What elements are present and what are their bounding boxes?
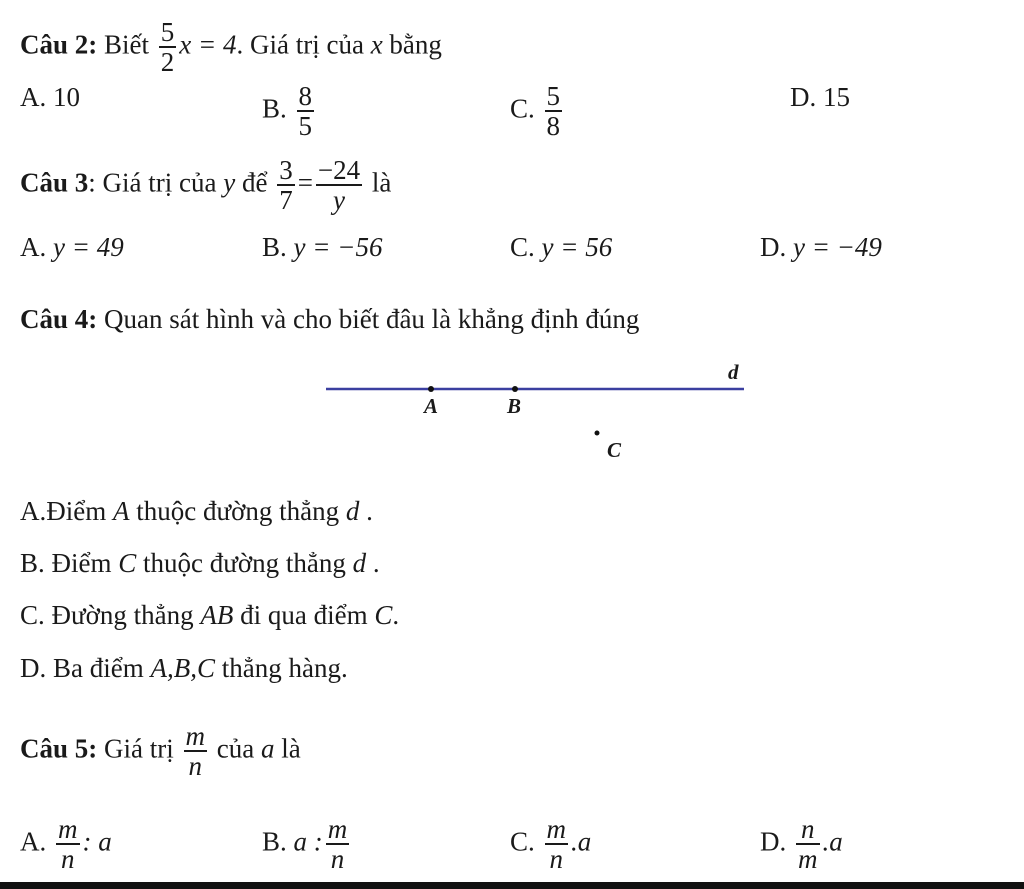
question-3-eq: = (297, 167, 313, 198)
question-3-fraction-1: $\frac{3}{7}$ (279, 155, 293, 216)
question-5-var: a (260, 733, 275, 764)
question-5-mid: của (216, 733, 255, 764)
q3-option-b[interactable]: B. y = −56 (262, 232, 383, 262)
question-3-pre: : Giá trị của (88, 167, 217, 198)
question-2-expr: x = 4 (179, 29, 237, 60)
question-3-fraction-2: $\frac{-24}{y}$ (317, 155, 361, 216)
q5-option-b[interactable]: B. a : $\frac{m}{n}$ (262, 814, 348, 875)
question-2-var: x (370, 29, 383, 60)
q2-option-c[interactable]: C. $\frac{5}{8}$ (510, 81, 561, 142)
question-5-pre: Giá trị (104, 733, 174, 764)
question-5-fraction: $\frac{m}{n}$ (185, 721, 205, 782)
question-3-var: y (223, 167, 236, 198)
question-2-pre: Biết (104, 29, 150, 60)
question-5 (20, 722, 301, 781)
point-c-dot (595, 431, 600, 436)
q3-option-c[interactable]: C. y = 56 (510, 232, 613, 262)
q3-option-a[interactable]: A. y = 49 (20, 232, 124, 262)
point-b-dot (512, 386, 518, 392)
point-b-label: B (507, 394, 522, 418)
question-4 (20, 304, 639, 335)
q4-option-c[interactable]: C. Đường thẳng AB đi qua điểm C. (20, 600, 400, 630)
q4-option-a[interactable]: A.Điểm A thuộc đường thẳng d . (20, 496, 373, 526)
question-2-post: bằng (389, 29, 442, 60)
question-3-post: là (371, 167, 392, 198)
question-5-label: Câu 5: (20, 733, 98, 764)
point-c-label: C (607, 438, 622, 462)
q5-option-c[interactable]: C. $\frac{m}{n}$ .a (510, 814, 592, 875)
q2-option-a[interactable]: A. 10 (20, 82, 80, 112)
question-2-rest: . Giá trị của (236, 29, 364, 60)
question-2 (20, 18, 442, 77)
point-a-dot (428, 386, 434, 392)
point-a-label: A (424, 394, 439, 418)
question-4-label: Câu 4: (20, 304, 98, 334)
question-3-label: Câu 3 (20, 167, 89, 198)
q5-option-d[interactable]: D. $\frac{n}{m}$ .a (760, 814, 843, 875)
question-3-mid: để (241, 167, 268, 198)
question-4-text: Quan sát hình và cho biết đâu là khẳng định đúng (104, 304, 640, 334)
bottom-divider (0, 882, 1024, 889)
q2-option-d[interactable]: D. 15 (790, 82, 850, 112)
question-2-fraction: $\frac{5}{2}$ (160, 17, 175, 78)
q3-option-d[interactable]: D. y = −49 (760, 232, 882, 262)
q4-option-b[interactable]: B. Điểm C thuộc đường thẳng d . (20, 548, 380, 578)
q4-option-d[interactable]: D. Ba điểm A,B,C thẳng hàng. (20, 653, 348, 683)
q2-option-b[interactable]: B. $\frac{8}{5}$ (262, 81, 313, 142)
question-5-post: là (281, 733, 301, 764)
line-d-label: d (728, 360, 739, 384)
q5-option-a[interactable]: A. $\frac{m}{n}$ : a (20, 814, 112, 875)
question-3 (20, 156, 391, 215)
question-2-label: Câu 2: (20, 29, 98, 60)
